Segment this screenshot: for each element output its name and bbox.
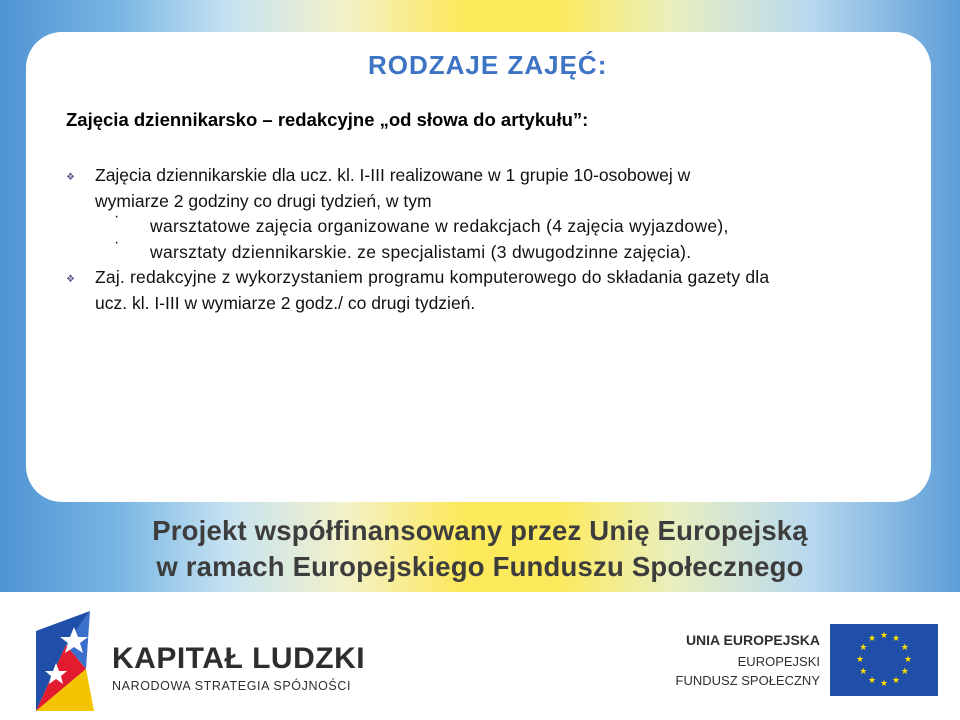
sub-bullet-2: warsztaty dziennikarskie. ze specjalistami (3 dwugodzinne zajęcia). [150, 242, 692, 262]
eu-fund-line-1: EUROPEJSKI [737, 654, 820, 669]
funding-banner-line-1: Projekt współfinansowany przez Unię Europejską [152, 515, 808, 546]
bullet-diamond-icon: ❖ [66, 274, 75, 285]
bullet-1-line-2: wymiarze 2 godziny co drugi tydzień, w tym [95, 191, 432, 211]
sub-bullet-1: warsztatowe zajęcia organizowane w redakcjach (4 zajęcia wyjazdowe), [150, 216, 729, 236]
eu-star-icon: ★ [900, 642, 909, 652]
bullet-2-line-2: ucz. kl. I-III w wymiarze 2 godz./ co drugi tydzień. [95, 293, 476, 313]
eu-fund-line-2: FUNDUSZ SPOŁECZNY [675, 673, 820, 688]
eu-title: UNIA EUROPEJSKA [685, 632, 820, 648]
eu-star-icon: ★ [859, 642, 868, 652]
slide-title: RODZAJE ZAJĘĆ: [368, 50, 608, 80]
eu-star-icon: ★ [892, 674, 901, 685]
eu-star-icon: ★ [868, 633, 877, 644]
bullet-1-line-1: Zajęcia dziennikarskie dla ucz. kl. I-III realizowane w 1 grupie 10-osobowej w [95, 165, 691, 185]
sub-bullet-dot-icon: · [114, 234, 120, 251]
eu-star-icon: ★ [904, 654, 913, 664]
bullet-diamond-icon: ❖ [66, 172, 75, 183]
kapital-ludzki-name: KAPITAŁ LUDZKI [112, 642, 366, 675]
eu-star-icon: ★ [856, 654, 865, 664]
eu-star-icon: ★ [880, 630, 889, 640]
eu-star-icon: ★ [892, 633, 901, 644]
eu-flag-icon [830, 624, 938, 696]
sub-bullet-dot-icon: · [114, 208, 120, 225]
eu-star-icon: ★ [900, 666, 909, 676]
slide-subtitle: Zajęcia dziennikarsko – redakcyjne „od słowa do artykułu”: [66, 109, 589, 130]
eu-star-icon: ★ [868, 674, 877, 685]
funding-banner-line-2: w ramach Europejskiego Funduszu Społecznego [156, 551, 804, 582]
bullet-2-line-1: Zaj. redakcyjne z wykorzystaniem programu komputerowego do składania gazety dla [95, 267, 770, 287]
eu-star-icon: ★ [859, 666, 868, 676]
kapital-ludzki-subtitle: NARODOWA STRATEGIA SPÓJNOŚCI [112, 679, 352, 693]
eu-star-icon: ★ [880, 678, 889, 688]
